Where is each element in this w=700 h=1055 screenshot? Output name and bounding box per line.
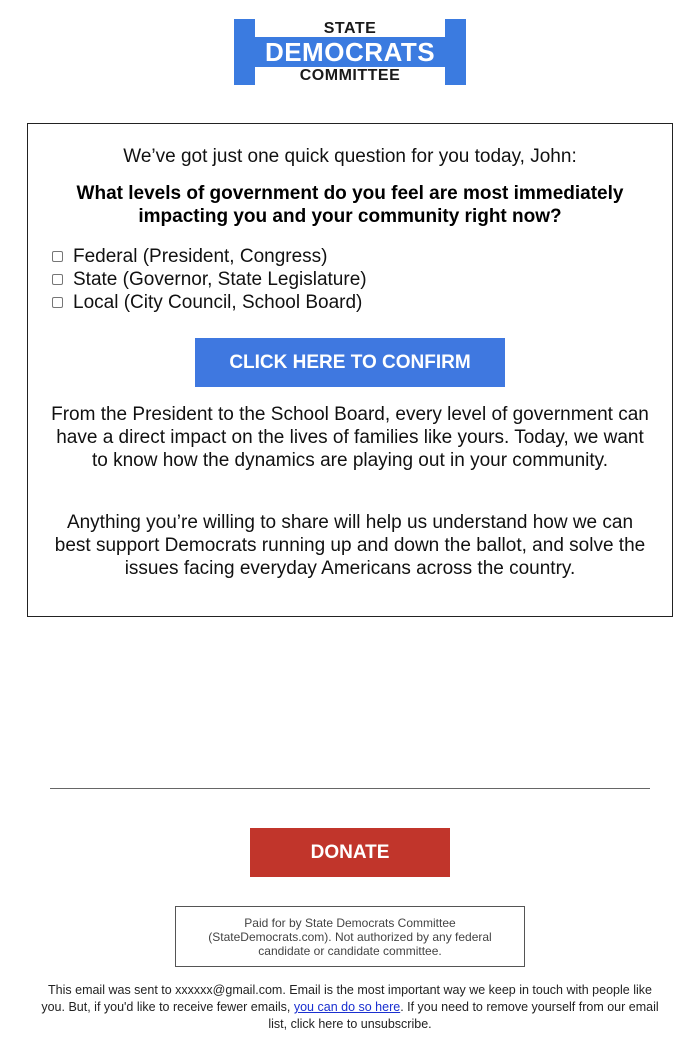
survey-options <box>52 245 367 314</box>
survey-box <box>27 123 673 617</box>
donate-button[interactable]: DONATE <box>250 828 450 877</box>
confirm-button[interactable]: CLICK HERE TO CONFIRM <box>195 338 505 387</box>
footer-text-1: This email was sent to <box>48 983 176 997</box>
logo-middle-text: DEMOCRATS <box>264 37 436 67</box>
option-local[interactable] <box>52 291 367 314</box>
survey-intro: We’ve got just one quick question for you today, John: <box>123 146 577 167</box>
option-federal[interactable] <box>52 245 367 268</box>
state-democrats-logo <box>234 19 466 85</box>
logo-inner <box>255 19 445 85</box>
survey-paragraph-2: Anything you’re willing to share will help us understand how we can best support Democrats running up and down the ballot, and solve the issues facing everyday Americans across the country. <box>54 512 646 579</box>
divider <box>50 788 650 789</box>
logo-middle-band <box>234 37 466 67</box>
footer-text-3: . If you need to remove yourself from our email list, <box>268 1000 659 1031</box>
option-state-label: State (Governor, State Legislature) <box>73 268 367 290</box>
survey-question-line-2: impacting you and your community right now? <box>138 206 562 227</box>
email-footer <box>40 982 660 1033</box>
paid-for-disclaimer: Paid for by State Democrats Committee (StateDemocrats.com). Not authorized by any federal candidate or candidate committee. <box>175 906 525 967</box>
footer-text-4: . <box>428 1017 432 1031</box>
survey-question-line-1: What levels of government do you feel are most immediately <box>76 183 624 204</box>
option-state[interactable] <box>52 268 367 291</box>
logo-top-text: STATE <box>323 20 377 37</box>
option-federal-label: Federal (President, Congress) <box>73 245 328 267</box>
logo-bottom-text: COMMITTEE <box>299 67 401 84</box>
checkbox-state[interactable] <box>52 274 63 285</box>
survey-paragraph-1: From the President to the School Board, every level of government can have a direct impact on the lives of families like yours. Today, we want to know how the dynamics are playing out in your community. <box>51 404 649 471</box>
recipient-email: xxxxxx@gmail.com <box>175 983 283 997</box>
survey-question <box>52 182 648 228</box>
unsubscribe-link[interactable]: click here to unsubscribe <box>290 1017 429 1031</box>
checkbox-federal[interactable] <box>52 251 63 262</box>
option-local-label: Local (City Council, School Board) <box>73 291 363 313</box>
checkbox-local[interactable] <box>52 297 63 308</box>
fewer-emails-link[interactable]: you can do so here <box>293 1000 401 1014</box>
footer-text-2: . Email is the most important way we keep in touch with people like you. But, if you'd like to receive fewer emails, <box>41 983 652 1014</box>
